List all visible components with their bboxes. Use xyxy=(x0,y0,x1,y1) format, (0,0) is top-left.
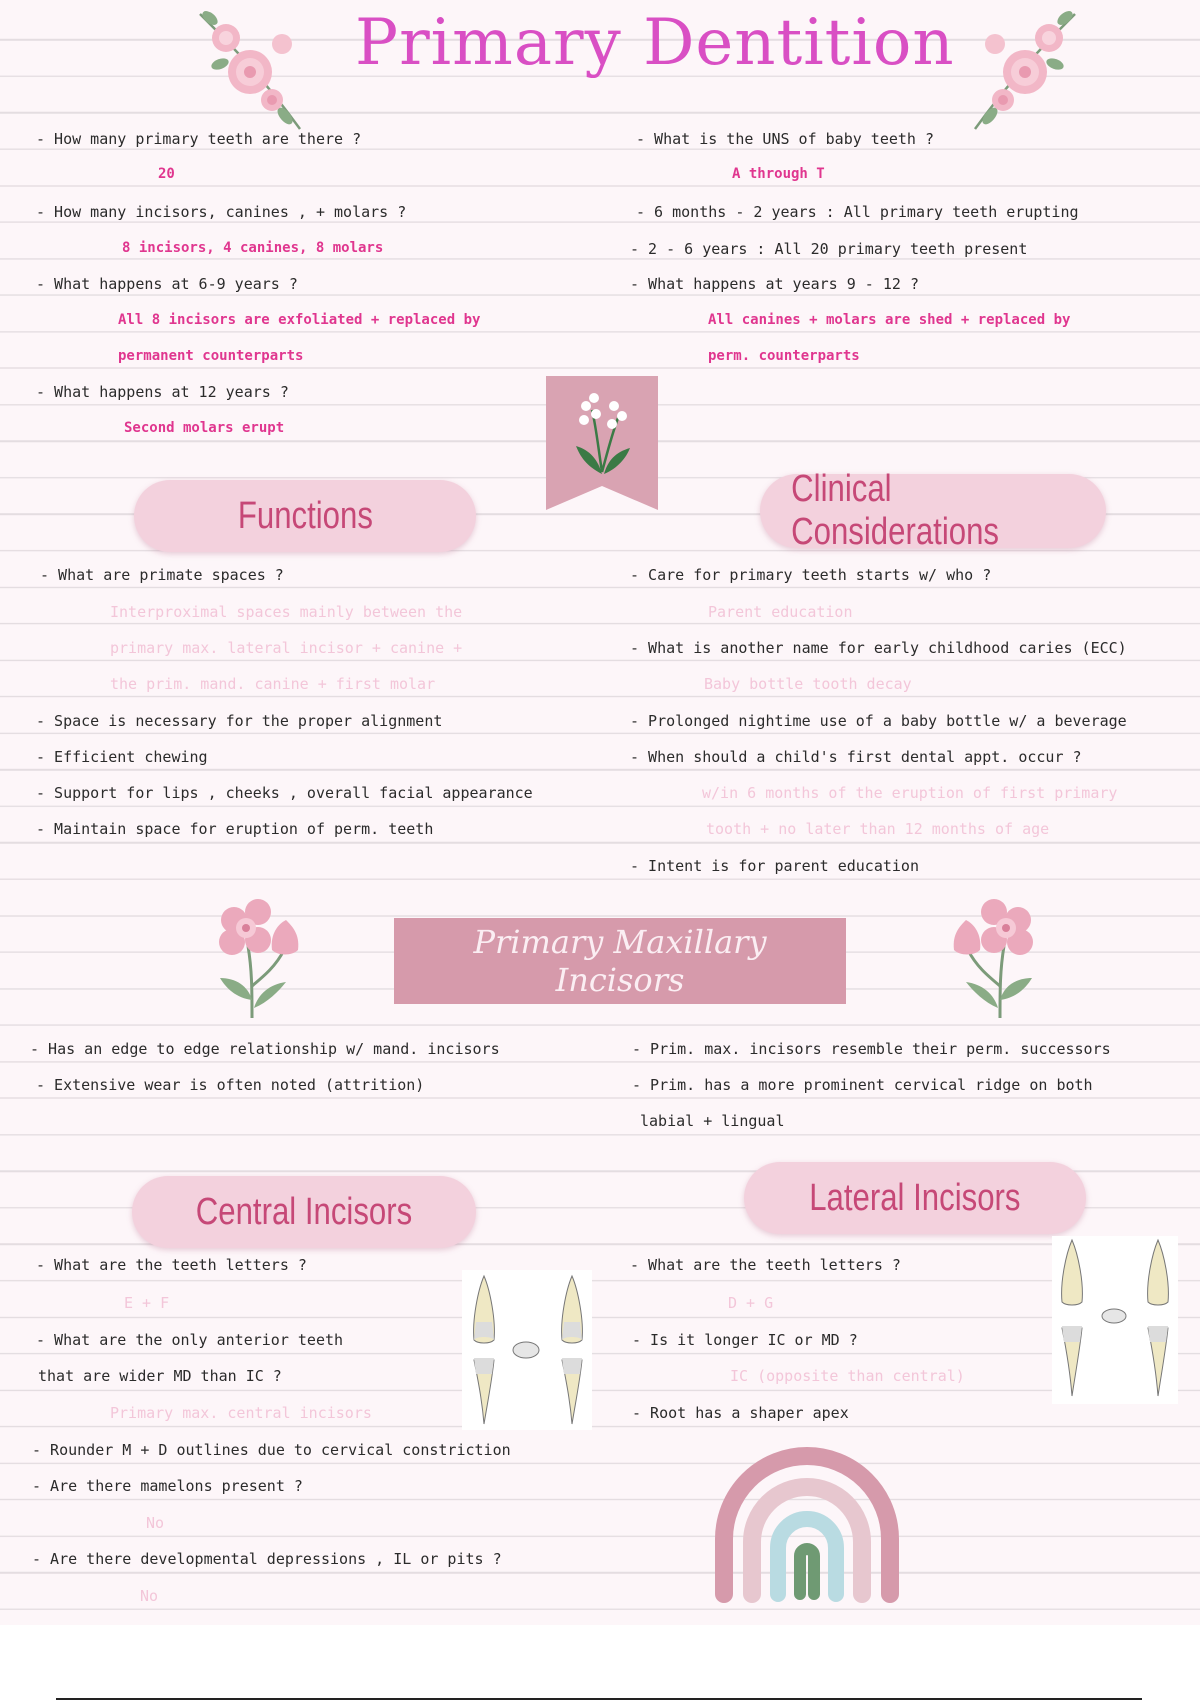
hidden-answer-mamelons: No xyxy=(146,1514,165,1532)
max-resemble-successors: - Prim. max. incisors resemble their perm. successors xyxy=(632,1040,1111,1058)
hidden-answer-primate-1: Interproximal spaces mainly between the xyxy=(110,603,463,621)
a-9-12-years-line1: All canines + molars are shed + replaced by xyxy=(708,312,1071,328)
functions-heading: Functions xyxy=(134,480,476,552)
q-longer-ic-md: - Is it longer IC or MD ? xyxy=(632,1331,858,1349)
lateral-incisor-tooth-diagram-icon xyxy=(1052,1236,1178,1404)
note-6-months-2-years: - 6 months - 2 years : All primary teeth erupting xyxy=(636,203,1079,221)
central-incisor-tooth-diagram-icon xyxy=(462,1270,592,1430)
page-title: Primary Dentition xyxy=(355,6,955,80)
q-incisors-canines-molars: - How many incisors, canines , + molars ? xyxy=(36,203,407,221)
note-prolonged-bottle: - Prolonged nightime use of a baby bottle w/ a beverage xyxy=(630,712,1127,730)
q-12-years: - What happens at 12 years ? xyxy=(36,383,289,401)
a-9-12-years-line2: perm. counterparts xyxy=(708,348,860,364)
a-incisors-canines-molars: 8 incisors, 4 canines, 8 molars xyxy=(122,240,384,256)
a-uns-baby-teeth: A through T xyxy=(732,166,825,182)
q-wider-md-line1: - What are the only anterior teeth xyxy=(36,1331,344,1349)
rose-cluster-left-icon xyxy=(190,4,320,134)
note-rounder-outlines: - Rounder M + D outlines due to cervical constriction xyxy=(32,1441,511,1459)
q-wider-md-line2: that are wider MD than IC ? xyxy=(38,1367,282,1385)
function-alignment: - Space is necessary for the proper alignment xyxy=(36,712,443,730)
hidden-answer-longer: IC (opposite than central) xyxy=(730,1367,965,1385)
hidden-answer-primate-2: primary max. lateral incisor + canine + xyxy=(110,639,463,657)
hidden-answer-central-letters: E + F xyxy=(124,1294,170,1312)
hidden-answer-primate-3: the prim. mand. canine + first molar xyxy=(110,675,436,693)
q-mamelons: - Are there mamelons present ? xyxy=(32,1477,303,1495)
a-6-9-years-line1: All 8 incisors are exfoliated + replaced by xyxy=(118,312,481,328)
q-lateral-teeth-letters: - What are the teeth letters ? xyxy=(630,1256,901,1274)
q-9-12-years: - What happens at years 9 - 12 ? xyxy=(630,275,919,293)
note-2-6-years: - 2 - 6 years : All 20 primary teeth present xyxy=(630,240,1028,258)
q-first-dental-appt: - When should a child's first dental appt. occur ? xyxy=(630,748,1082,766)
hidden-answer-lateral-letters: D + G xyxy=(728,1294,774,1312)
rainbow-icon xyxy=(712,1444,902,1600)
max-extensive-wear: - Extensive wear is often noted (attrition) xyxy=(36,1076,425,1094)
q-ecc-name: - What is another name for early childhood caries (ECC) xyxy=(630,639,1127,657)
lily-of-the-valley-ribbon-icon xyxy=(546,376,658,510)
q-care-primary-teeth: - Care for primary teeth starts w/ who ? xyxy=(630,566,992,584)
note-intent-parent-education: - Intent is for parent education xyxy=(630,857,919,875)
q-developmental-depressions: - Are there developmental depressions , IL or pits ? xyxy=(32,1550,502,1568)
q-6-9-years: - What happens at 6-9 years ? xyxy=(36,275,298,293)
hidden-answer-appt-2: tooth + no later than 12 months of age xyxy=(706,820,1050,838)
rose-cluster-right-icon xyxy=(955,4,1085,134)
hidden-answer-ecc: Baby bottle tooth decay xyxy=(704,675,912,693)
q-primary-teeth-count: - How many primary teeth are there ? xyxy=(36,130,362,148)
function-support: - Support for lips , cheeks , overall facial appearance xyxy=(36,784,533,802)
hidden-answer-depressions: No xyxy=(140,1587,159,1605)
banner-line-2: Incisors xyxy=(555,961,685,999)
max-cervical-ridge: - Prim. has a more prominent cervical ridge on both xyxy=(632,1076,1093,1094)
q-uns-baby-teeth: - What is the UNS of baby teeth ? xyxy=(636,130,935,148)
hidden-answer-appt-1: w/in 6 months of the eruption of first primary xyxy=(702,784,1118,802)
note-root-apex: - Root has a shaper apex xyxy=(632,1404,849,1422)
hidden-answer-wider-md: Primary max. central incisors xyxy=(110,1404,372,1422)
max-edge-to-edge: - Has an edge to edge relationship w/ mand. incisors xyxy=(30,1040,500,1058)
max-labial-lingual: labial + lingual xyxy=(640,1112,785,1130)
function-chewing: - Efficient chewing xyxy=(36,748,208,766)
q-central-teeth-letters: - What are the teeth letters ? xyxy=(36,1256,307,1274)
tulip-flower-left-icon xyxy=(206,890,326,1020)
a-6-9-years-line2: permanent counterparts xyxy=(118,348,304,364)
primary-maxillary-incisors-banner xyxy=(394,918,846,1004)
a-primary-teeth-count: 20 xyxy=(158,166,175,182)
q-primate-spaces: - What are primate spaces ? xyxy=(40,566,284,584)
lateral-incisors-heading: Lateral Incisors xyxy=(744,1162,1086,1234)
hidden-answer-parent-education: Parent education xyxy=(708,603,853,621)
function-maintain-space: - Maintain space for eruption of perm. teeth xyxy=(36,820,434,838)
banner-line-1: Primary Maxillary xyxy=(473,922,767,961)
tulip-flower-right-icon xyxy=(926,890,1046,1020)
a-12-years: Second molars erupt xyxy=(124,420,285,436)
clinical-considerations-heading: Clinical Considerations xyxy=(760,474,1106,548)
central-incisors-heading: Central Incisors xyxy=(132,1176,476,1248)
